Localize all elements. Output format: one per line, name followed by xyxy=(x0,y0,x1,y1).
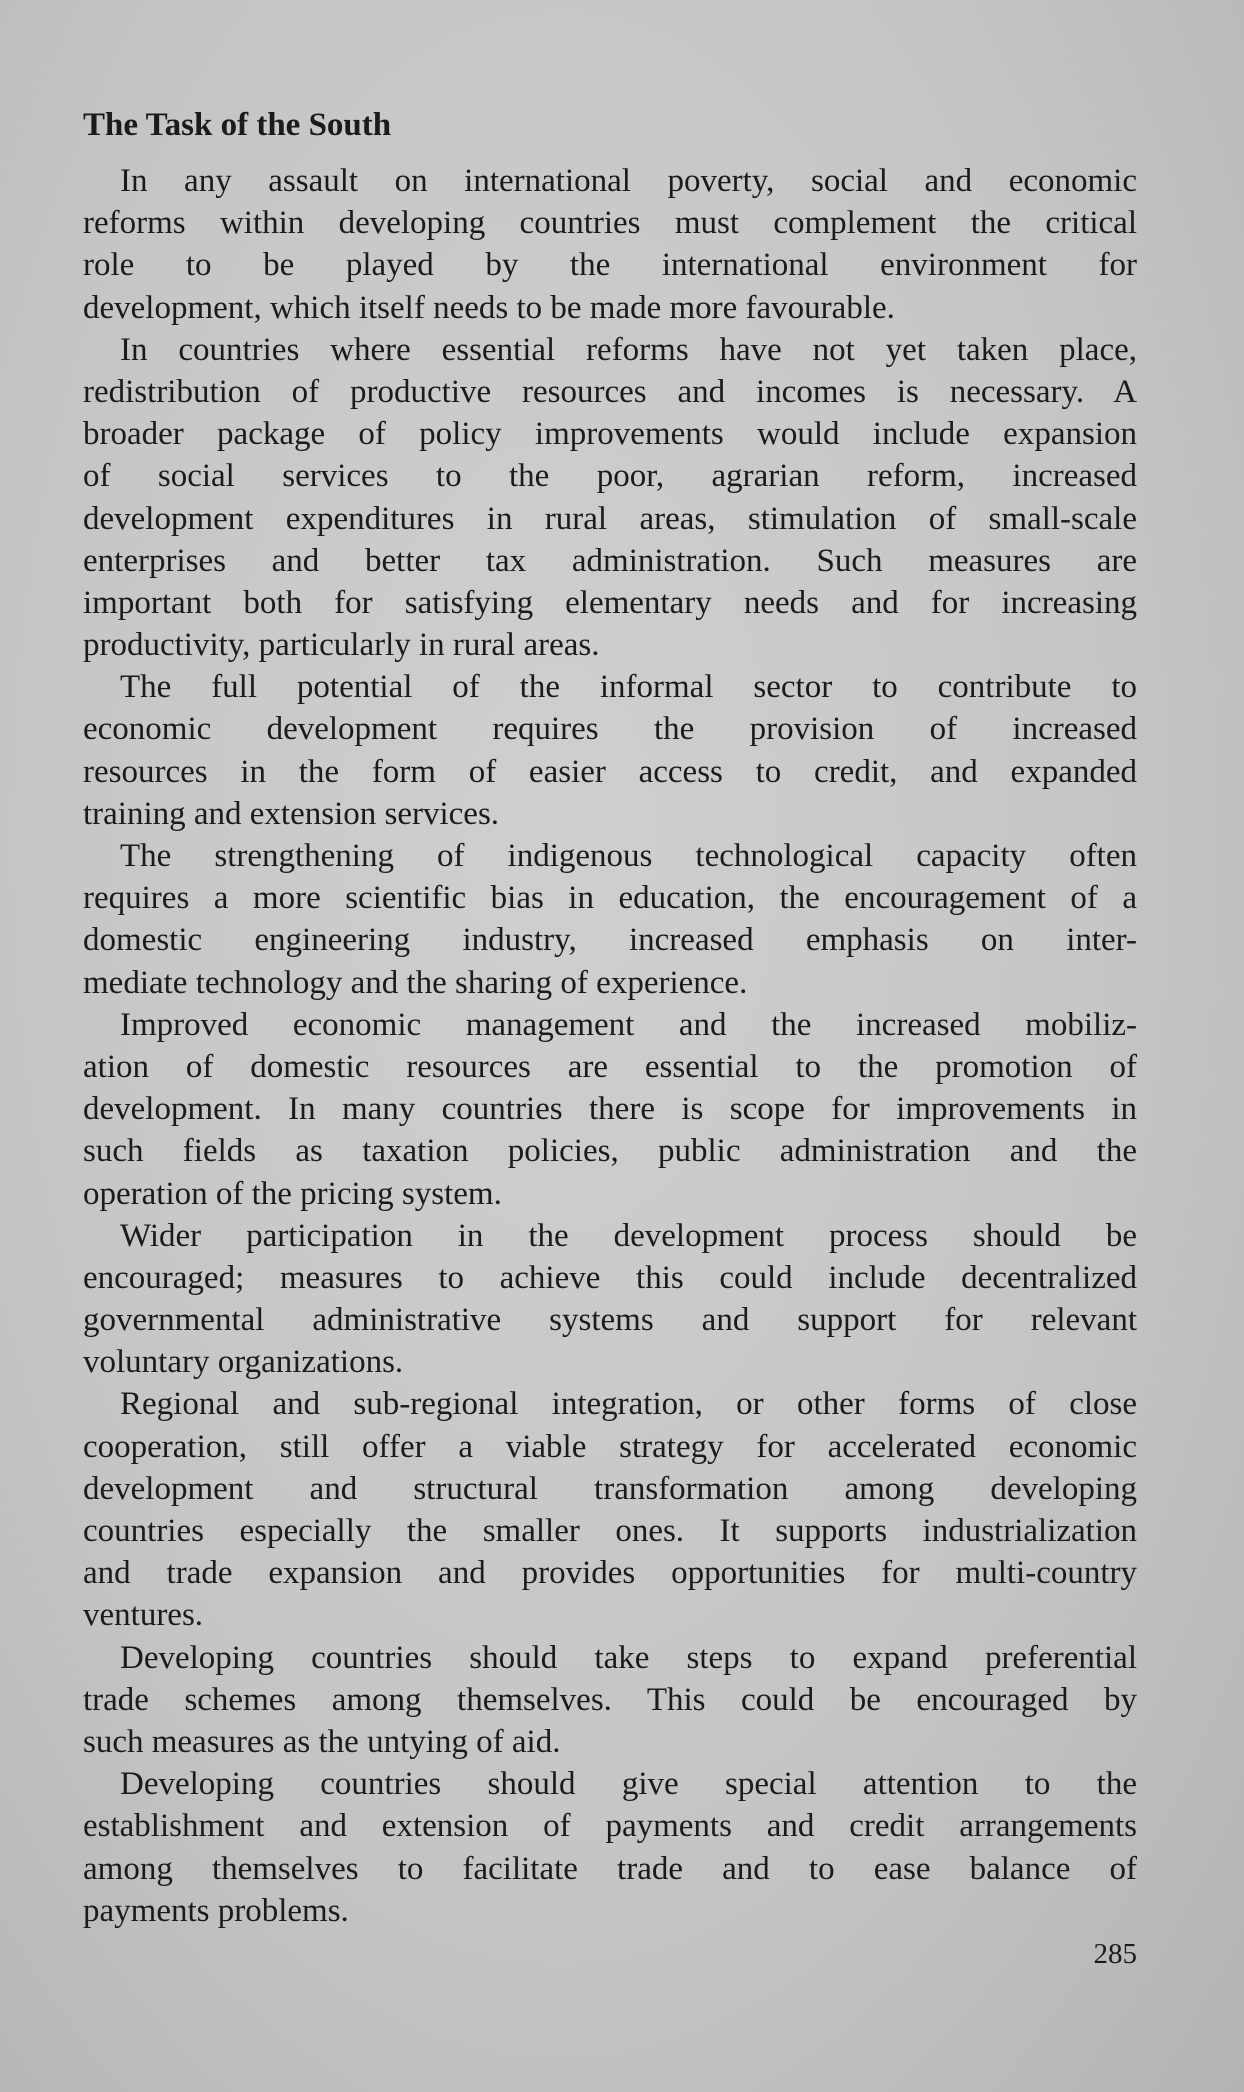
text-line: development and structural transformation among developing xyxy=(83,1470,1137,1507)
text-line: development expenditures in rural areas, stimulation of small-scale xyxy=(83,500,1137,537)
paragraph xyxy=(83,160,1137,329)
text-line: broader package of policy improvements would include expansion xyxy=(83,416,1137,453)
body-text xyxy=(83,160,1137,1932)
text-line: In any assault on international poverty, social and economic xyxy=(120,163,1137,199)
text-line: encouraged; measures to achieve this could include decentralized xyxy=(83,1259,1137,1296)
text-line: The strengthening of indigenous technological capacity often xyxy=(120,838,1137,874)
text-line: countries especially the smaller ones. It supports industrialization xyxy=(83,1513,1137,1549)
text-line: reforms within developing countries must complement the critical xyxy=(83,205,1137,242)
text-line: such measures as the untying of aid. xyxy=(83,1723,561,1760)
text-line: important both for satisfying elementary needs and for increasing xyxy=(83,584,1137,621)
text-line: Regional and sub-regional integration, or other forms of close xyxy=(120,1386,1137,1423)
text-line: development. In many countries there is scope for improvements in xyxy=(83,1091,1137,1128)
paragraph xyxy=(83,1004,1137,1215)
paragraph xyxy=(83,329,1137,667)
text-line: The full potential of the informal sector to contribute to xyxy=(120,669,1137,706)
text-line: requires a more scientific bias in education, the encouragement of a xyxy=(83,880,1137,917)
section-heading: The Task of the South xyxy=(83,107,392,143)
paragraph xyxy=(83,835,1137,1004)
text-line: training and extension services. xyxy=(83,795,500,832)
text-line: development, which itself needs to be made more favourable. xyxy=(83,289,895,326)
text-line: payments problems. xyxy=(83,1892,349,1929)
text-line: economic development requires the provision of increased xyxy=(83,711,1137,748)
paragraph xyxy=(83,1763,1137,1932)
text-line: resources in the form of easier access to credit, and expanded xyxy=(83,753,1137,790)
page-number: 285 xyxy=(1093,1938,1137,1970)
text-line: trade schemes among themselves. This could be encouraged by xyxy=(83,1681,1137,1718)
paragraph xyxy=(83,1637,1137,1764)
text-line: establishment and extension of payments and credit arrangements xyxy=(83,1808,1137,1845)
page-body xyxy=(83,104,1137,1932)
text-line: In countries where essential reforms have not yet taken place, xyxy=(120,331,1137,368)
text-line: Developing countries should take steps to expand preferential xyxy=(120,1639,1137,1676)
text-line: mediate technology and the sharing of experience. xyxy=(83,964,748,1001)
text-line: governmental administrative systems and support for relevant xyxy=(83,1302,1137,1339)
text-line: ation of domestic resources are essential to the promotion of xyxy=(83,1048,1137,1085)
text-line: such fields as taxation policies, public administration and the xyxy=(83,1133,1137,1170)
text-line: enterprises and better tax administration. Such measures are xyxy=(83,542,1137,579)
text-line: redistribution of productive resources and incomes is necessary. A xyxy=(83,373,1137,410)
paragraph xyxy=(83,666,1137,835)
text-line: operation of the pricing system. xyxy=(83,1175,502,1212)
text-line: Improved economic management and the increased mobiliz- xyxy=(120,1006,1137,1043)
text-line: voluntary organizations. xyxy=(83,1344,404,1381)
text-line: ventures. xyxy=(83,1597,204,1634)
text-line: of social services to the poor, agrarian reform, increased xyxy=(83,458,1137,495)
text-line: role to be played by the international environment for xyxy=(83,247,1137,284)
text-line: among themselves to facilitate trade and to ease balance of xyxy=(83,1850,1137,1887)
paragraph xyxy=(83,1383,1137,1636)
text-line: productivity, particularly in rural areas. xyxy=(83,627,600,664)
text-line: and trade expansion and provides opportunities for multi-country xyxy=(83,1555,1137,1592)
paragraph xyxy=(83,1215,1137,1384)
text-line: domestic engineering industry, increased emphasis on inter- xyxy=(83,922,1137,959)
text-line: Developing countries should give special attention to the xyxy=(120,1766,1137,1803)
text-line: cooperation, still offer a viable strategy for accelerated economic xyxy=(83,1428,1137,1465)
text-line: Wider participation in the development process should be xyxy=(120,1217,1137,1254)
